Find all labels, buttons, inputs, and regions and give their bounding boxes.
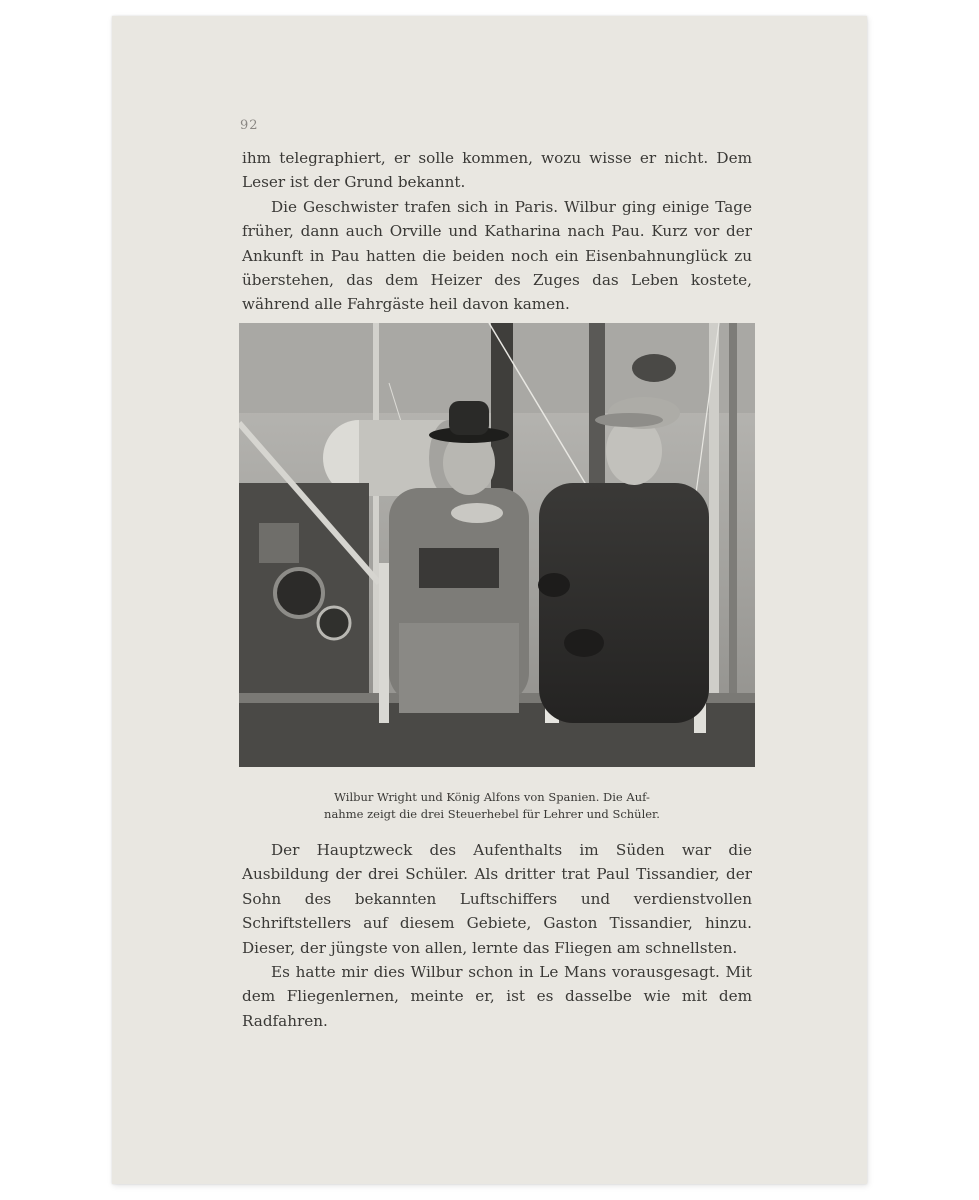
paragraph-cycling: Es hatte mir dies Wilbur schon in Le Mans vorausgesagt. Mit dem Fliegenlernen, meinte er, ist es dasselbe wie mit dem Radfahren. [242,963,752,1030]
paragraph-continued: ihm telegraphiert, er solle kommen, wozu wisse er nicht. Dem Leser ist der Grund bekannt. [242,149,752,192]
top-text-block [242,146,752,317]
caption-line-1: Wilbur Wright und König Alfons von Spanien. Die Auf- [334,790,650,804]
photograph-wright-and-king [239,323,755,767]
paragraph-travel: Die Geschwister trafen sich in Paris. Wilbur ging einige Tage früher, dann auch Orville und Katharina nach Pau. Kurz vor der Ankunft in Pau hatten die beiden noch ein Eisenbahnunglück zu überstehen, das dem Heizer des Zuges das Leben kostete, während alle Fahrgäste heil davon kamen. [242,197,752,314]
bottom-text-block [242,838,752,1033]
page-number: 92 [240,118,259,133]
photograph-image [239,323,755,767]
caption-line-2: nahme zeigt die drei Steuerhebel für Lehrer und Schüler. [324,807,660,821]
paragraph-students: Der Hauptzweck des Aufenthalts im Süden war die Ausbildung der drei Schüler. Als dritter trat Paul Tissandier, der Sohn des bekannten Luftschiffers und verdienstvollen Schriftstellers auf diesem Gebiete, Gaston Tissandier, hinzu. Dieser, der jüngste von allen, lernte das Fliegen am schnellsten. [242,841,752,957]
figure-caption [260,789,724,823]
